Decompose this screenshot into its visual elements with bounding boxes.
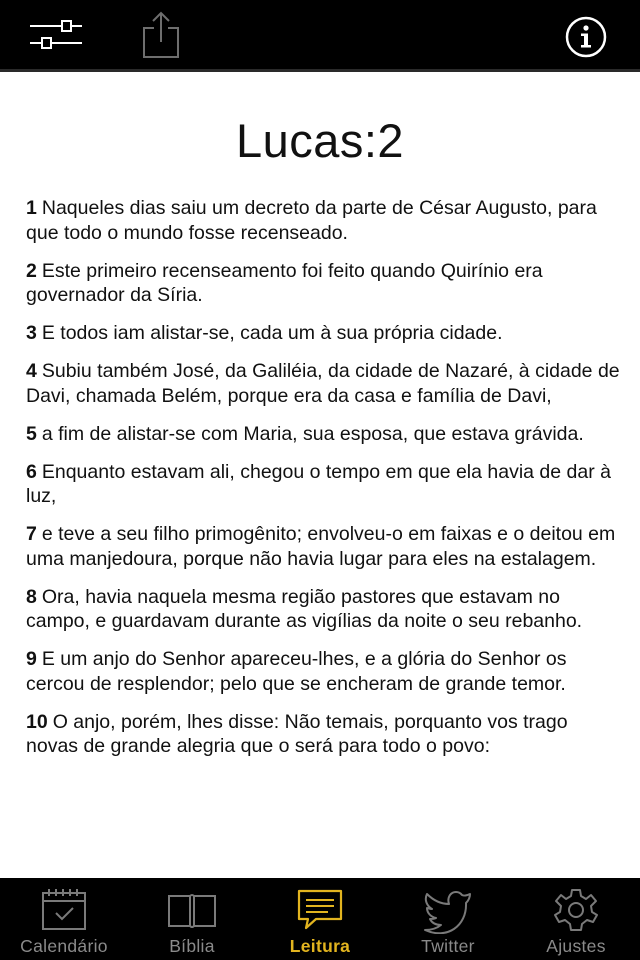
verse — [26, 259, 624, 308]
verse — [26, 321, 624, 346]
verse-number: 5 — [26, 422, 37, 445]
tab-bar — [0, 878, 640, 960]
tab-leitura[interactable] — [256, 878, 384, 960]
twitter-bird-icon — [420, 886, 476, 934]
verse-text: O anjo, porém, lhes disse: Não temais, porquanto vos trago novas de grande alegria que o será para todo o povo: — [26, 710, 568, 757]
tab-label: Calendário — [20, 936, 108, 956]
verse — [26, 647, 624, 696]
verse-text: Ora, havia naquela mesma região pastores que estavam no campo, e guardavam durante as vigílias da noite o seu rebanho. — [26, 585, 583, 632]
verse-number: 6 — [26, 460, 37, 483]
verse — [26, 460, 624, 509]
verse-number: 10 — [26, 710, 48, 733]
settings-button[interactable] — [28, 18, 84, 54]
verse-number: 8 — [26, 585, 37, 608]
verse — [26, 710, 624, 759]
verse-text: Enquanto estavam ali, chegou o tempo em que ela havia de dar à luz, — [26, 460, 611, 507]
calendar-icon — [36, 886, 92, 934]
verse-number: 3 — [26, 322, 37, 344]
info-icon — [565, 16, 607, 58]
verse — [26, 196, 624, 245]
chapter-title: Lucas:2 — [235, 114, 405, 167]
tab-label: Twitter — [421, 936, 475, 956]
verse-list — [26, 196, 624, 772]
verse-text: a fim de alistar-se com Maria, sua esposa, que estava grávida. — [41, 422, 584, 445]
verse-number: 7 — [26, 523, 37, 545]
verse-text: Este primeiro recenseamento foi feito quando Quirínio era governador da Síria. — [26, 259, 543, 306]
tab-label: Ajustes — [546, 936, 606, 956]
verse — [26, 522, 624, 571]
verse-number: 9 — [26, 648, 37, 670]
tab-label: Leitura — [289, 936, 351, 956]
speech-bubble-icon — [292, 886, 348, 934]
info-button[interactable] — [565, 16, 607, 58]
gear-icon — [548, 886, 604, 934]
verse-text: E um anjo do Senhor apareceu-lhes, e a glória do Senhor os cercou de resplendor; pelo que se encheram de grande temor. — [26, 648, 567, 695]
verse — [26, 585, 624, 634]
verse-number: 4 — [26, 360, 37, 382]
top-toolbar — [0, 0, 640, 72]
verse-number: 1 — [26, 197, 37, 219]
verse-text: e teve a seu filho primogênito; envolveu-o em faixas e o deitou em uma manjedoura, porque não havia lugar para eles na estalagem. — [26, 523, 616, 570]
share-button[interactable] — [140, 10, 182, 60]
verse — [26, 422, 624, 447]
tab-label: Bíblia — [169, 936, 215, 956]
tab-biblia[interactable] — [128, 878, 256, 960]
verse — [26, 359, 624, 408]
sliders-icon — [28, 18, 84, 54]
verse-number: 2 — [26, 259, 37, 282]
verse-text: E todos iam alistar-se, cada um à sua própria cidade. — [41, 322, 503, 344]
book-icon — [164, 886, 220, 934]
reading-view[interactable] — [0, 75, 640, 878]
verse-text: Subiu também José, da Galiléia, da cidade de Nazaré, à cidade de Davi, chamada Belém, porque era da casa e família de Davi, — [26, 360, 620, 407]
share-icon — [140, 10, 182, 60]
tab-twitter[interactable] — [384, 878, 512, 960]
tab-ajustes[interactable] — [512, 878, 640, 960]
verse-text: Naqueles dias saiu um decreto da parte de César Augusto, para que todo o mundo fosse recenseado. — [26, 197, 597, 244]
tab-calendario[interactable] — [0, 878, 128, 960]
